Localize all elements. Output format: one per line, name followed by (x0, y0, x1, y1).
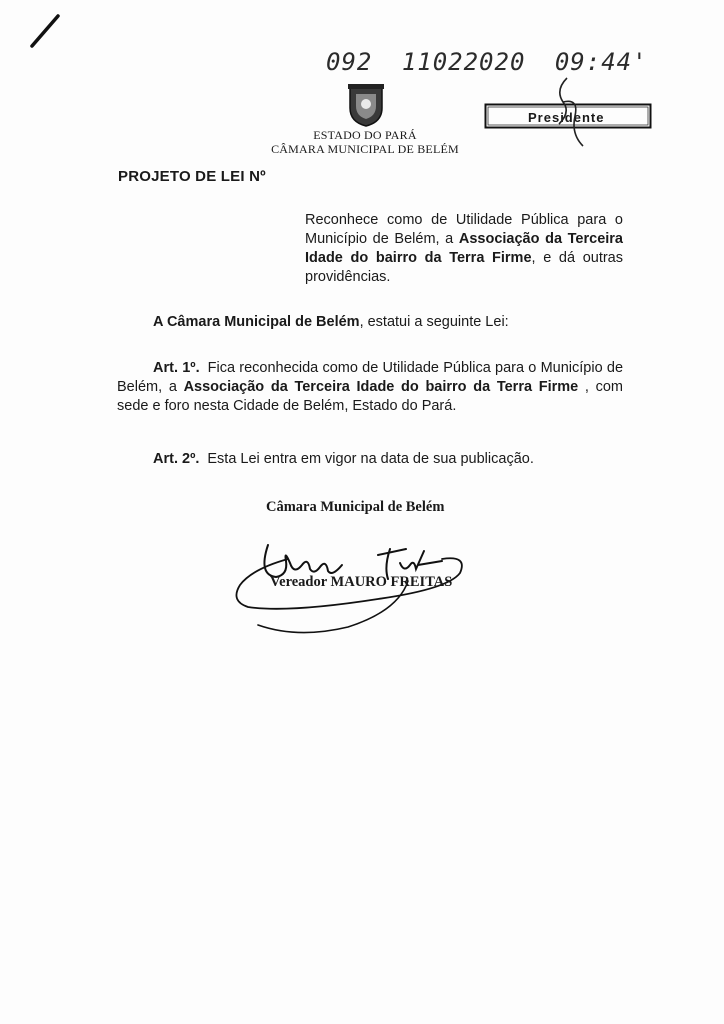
article-1-entity-name: Associação da Terceira Idade do bairro da Terra Firme (183, 379, 579, 395)
bill-summary (305, 211, 623, 287)
issuing-authority (255, 128, 475, 156)
article-1 (117, 359, 623, 416)
summary-entity-name: Associação da Terceira Idade do bairro da Terra Firme (305, 231, 623, 266)
protocol-date: 11022020 (401, 48, 526, 76)
summary-text-2: , e dá outras providências. (305, 250, 623, 285)
article-1-label: Art. 1º. (153, 360, 200, 376)
article-2-label: Art. 2º. (153, 451, 200, 467)
signer-name: Vereador MAURO FREITAS (270, 574, 453, 590)
protocol-stamp (326, 48, 662, 76)
pen-stroke-mark (28, 10, 68, 50)
chamber-line: CÂMARA MUNICIPAL DE BELÉM (271, 142, 459, 156)
protocol-time: 09:44' (554, 48, 648, 76)
enacting-clause (153, 313, 623, 332)
article-2 (153, 450, 623, 469)
president-initial-signature (545, 72, 605, 152)
enacting-body: A Câmara Municipal de Belém (153, 314, 360, 330)
article-1-text-1: Fica reconhecida como de Utilidade Pública para o Município de Belém, a (117, 360, 624, 395)
bill-title: PROJETO DE LEI Nº (118, 168, 266, 185)
state-line: ESTADO DO PARÁ (313, 128, 417, 142)
protocol-number: 092 (326, 48, 373, 76)
coat-of-arms-icon (344, 82, 388, 128)
article-1-text-2: , com sede e foro nesta Cidade de Belém, Estado do Pará. (117, 379, 623, 414)
summary-text-1: Reconhece como de Utilidade Pública para o Município de Belém, a (305, 212, 623, 247)
article-2-text: Esta Lei entra em vigor na data de sua publicação. (207, 451, 534, 467)
signature-chamber: Câmara Municipal de Belém (266, 499, 445, 515)
stamp-label: Presidente (528, 110, 605, 125)
enacting-text: , estatui a seguinte Lei: (359, 314, 509, 330)
